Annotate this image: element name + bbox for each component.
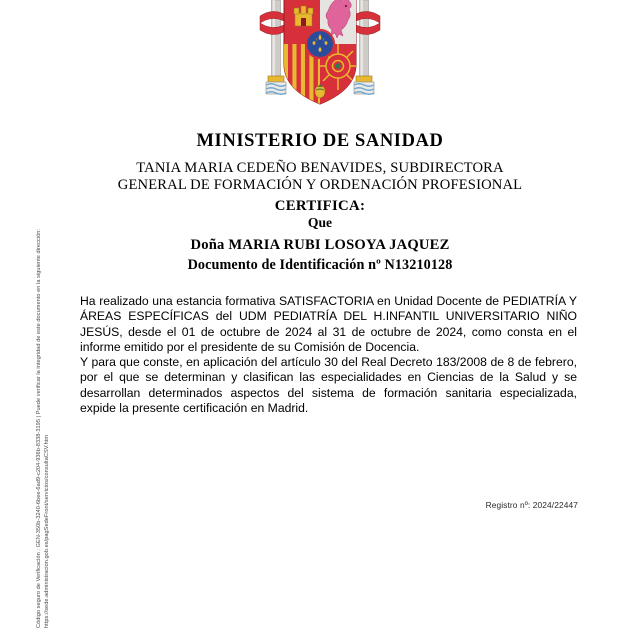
navarra-chains <box>318 44 358 90</box>
granada-pomegranate <box>315 84 325 98</box>
body-paragraph-1: Ha realizado una estancia formativa SATISFACTORIA en Unidad Docente de PEDIATRÍA Y ÁREAS ESPECÍFICAS del UDM PEDIATRÍA DEL H.INFANTIL UNIVERSITARIO NIÑO JESÚS, desde el 01 de octubre de 2024 al 31 de octubre de 2024, como consta en el informe emitido por el presidente de su Comisión de Docencia. <box>80 294 577 355</box>
coat-of-arms-container <box>0 0 640 116</box>
shield-body <box>284 0 356 104</box>
identification-number: Documento de Identificación nº N13210128 <box>187 257 453 273</box>
signatory-block <box>0 160 640 194</box>
registry-number: Registro nº: 2024/22447 <box>485 500 578 510</box>
signatory-line-1: TANIA MARIA CEDEÑO BENAVIDES, SUBDIRECTORA <box>136 160 504 176</box>
castle-charge <box>294 6 313 26</box>
pillar-left <box>266 0 286 94</box>
spanish-coat-of-arms-icon <box>254 0 386 116</box>
csv-code-line: Código seguro de Verificación : GEN-350b-3240-6bee-6ad9-c204-936b-8338-3195 | Puede verificar la integridad de este documento en la siguiente dirección: <box>36 229 42 628</box>
that-label: Que <box>307 215 333 230</box>
csv-verification-sidebar <box>36 176 62 628</box>
pillar-right <box>354 0 374 94</box>
bourbon-inescutcheon <box>306 30 334 58</box>
body-paragraph-2: Y para que conste, en aplicación del artículo 30 del Real Decreto 183/2008 de 8 de febrero, por el que se determinan y clasifican las especialidades en Ciencias de la Salud y se desarrollan determinados aspectos del sistema de formación sanitaria especializada, expide la presente certificación en Madrid. <box>80 355 577 416</box>
lion-charge <box>326 0 351 38</box>
ministry-title: MINISTERIO DE SANIDAD <box>196 131 444 151</box>
aragon-pales <box>288 44 318 104</box>
signatory-line-2: GENERAL DE FORMACIÓN Y ORDENACIÓN PROFESIONAL <box>117 177 523 193</box>
certifies-label: CERTIFICA: <box>274 198 366 214</box>
fleur-de-lis-group <box>313 34 328 52</box>
person-name: Doña MARIA RUBI LOSOYA JAQUEZ <box>190 237 450 253</box>
csv-url-line[interactable]: https://sede.administracion.gob.es/pagSedeFront/servicios/consultaCSV.htm <box>44 434 50 628</box>
plus-ultra-ribbon <box>260 11 380 34</box>
